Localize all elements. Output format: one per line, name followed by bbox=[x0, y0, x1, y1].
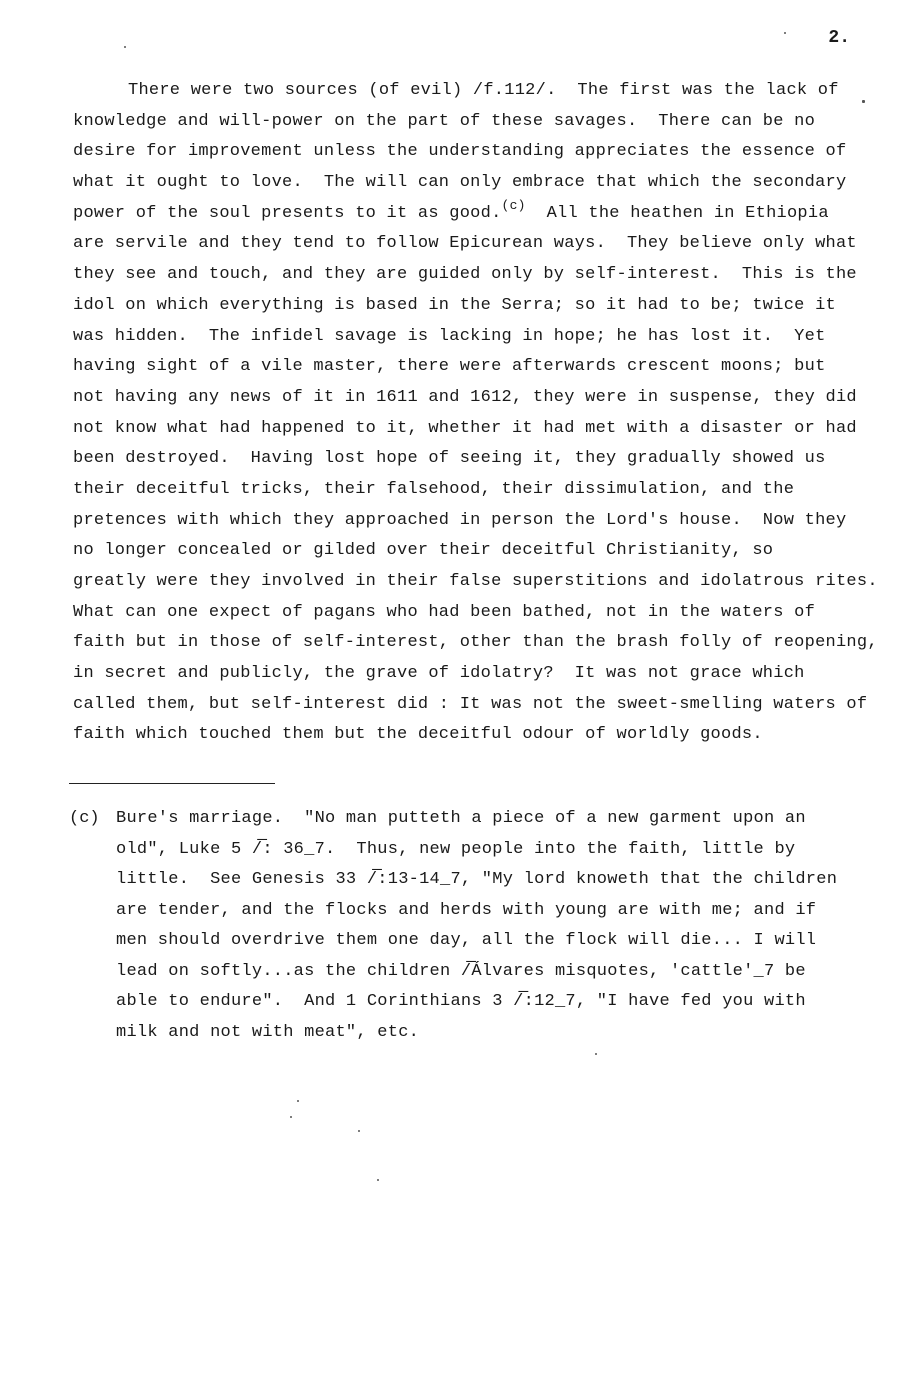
footnote-reference-marker: (c) bbox=[501, 197, 526, 213]
body-line: faith which touched them but the deceitful odour of worldly goods. bbox=[73, 725, 763, 745]
body-line: knowledge and will-power on the part of these savages. There can be no bbox=[73, 111, 816, 131]
footnote-line: are tender, and the flocks and herds with young are with me; and if bbox=[116, 900, 817, 920]
scan-speck bbox=[297, 1100, 299, 1102]
footnote-line: old", Luke 5 /̅: 36_7. Thus, new people into the faith, little by bbox=[116, 839, 796, 859]
body-line: in secret and publicly, the grave of idolatry? It was not grace which bbox=[73, 664, 805, 684]
scan-speck bbox=[862, 100, 865, 103]
body-line: are servile and they tend to follow Epicurean ways. They believe only what bbox=[73, 234, 857, 254]
footnote bbox=[69, 804, 869, 1048]
scan-speck bbox=[377, 1179, 379, 1181]
body-line-text: All the heathen in Ethiopia bbox=[525, 203, 829, 223]
body-line: greatly were they involved in their false superstitions and idolatrous rites. bbox=[73, 572, 878, 591]
scan-speck bbox=[124, 46, 126, 48]
body-line: idol on which everything is based in the Serra; so it had to be; twice it bbox=[73, 295, 836, 315]
body-line: There were two sources (of evil) /f.112/. The first was the lack of bbox=[128, 81, 839, 100]
footnote-divider bbox=[69, 783, 275, 784]
body-line: their deceitful tricks, their falsehood, their dissimulation, and the bbox=[73, 479, 795, 499]
body-line: having sight of a vile master, there were afterwards crescent moons; but bbox=[73, 357, 826, 377]
body-line: pretences with which they approached in person the Lord's house. Now they bbox=[73, 510, 847, 530]
body-line-text: power of the soul presents to it as good. bbox=[73, 203, 502, 223]
scan-speck bbox=[595, 1053, 597, 1055]
scan-speck bbox=[784, 32, 786, 34]
scan-speck bbox=[358, 1130, 360, 1132]
footnote-line: lead on softly...as the children /̅Álvares misquotes, 'cattle'_7 be bbox=[116, 961, 806, 981]
footnote-line: men should overdrive them one day, all the flock will die... I will bbox=[116, 931, 817, 950]
body-line: called them, but self-interest did : It was not the sweet-smelling waters of bbox=[73, 694, 868, 714]
footnote-line: little. See Genesis 33 /̅:13-14_7, "My lord knoweth that the children bbox=[116, 870, 838, 889]
footnote-label: (c) bbox=[69, 809, 100, 828]
body-text bbox=[73, 76, 878, 751]
body-line: was hidden. The infidel savage is lacking in hope; he has lost it. Yet bbox=[73, 326, 826, 346]
body-line: not having any news of it in 1611 and 1612, they were in suspense, they did bbox=[73, 387, 857, 407]
body-line: they see and touch, and they are guided only by self-interest. This is the bbox=[73, 265, 857, 285]
body-line: What can one expect of pagans who had been bathed, not in the waters of bbox=[73, 602, 816, 622]
body-line-with-footnote-ref bbox=[73, 199, 863, 230]
body-line: what it ought to love. The will can only embrace that which the secondary bbox=[73, 173, 847, 193]
footnote-line: Bure's marriage. "No man putteth a piece of a new garment upon an bbox=[116, 809, 806, 828]
body-line: been destroyed. Having lost hope of seeing it, they gradually showed us bbox=[73, 449, 826, 469]
body-line: desire for improvement unless the understanding appreciates the essence of bbox=[73, 142, 847, 162]
footnote-line: milk and not with meat", etc. bbox=[116, 1022, 420, 1042]
footnote-line: able to endure". And 1 Corinthians 3 /̅:12_7, "I have fed you with bbox=[116, 992, 806, 1011]
body-line: no longer concealed or gilded over their deceitful Christianity, so bbox=[73, 541, 774, 561]
scan-speck bbox=[290, 1116, 292, 1118]
page-number: 2. bbox=[828, 28, 850, 48]
body-line: faith but in those of self-interest, other than the brash folly of reopening, bbox=[73, 633, 878, 653]
body-line: not know what had happened to it, whether it had met with a disaster or had bbox=[73, 418, 857, 438]
